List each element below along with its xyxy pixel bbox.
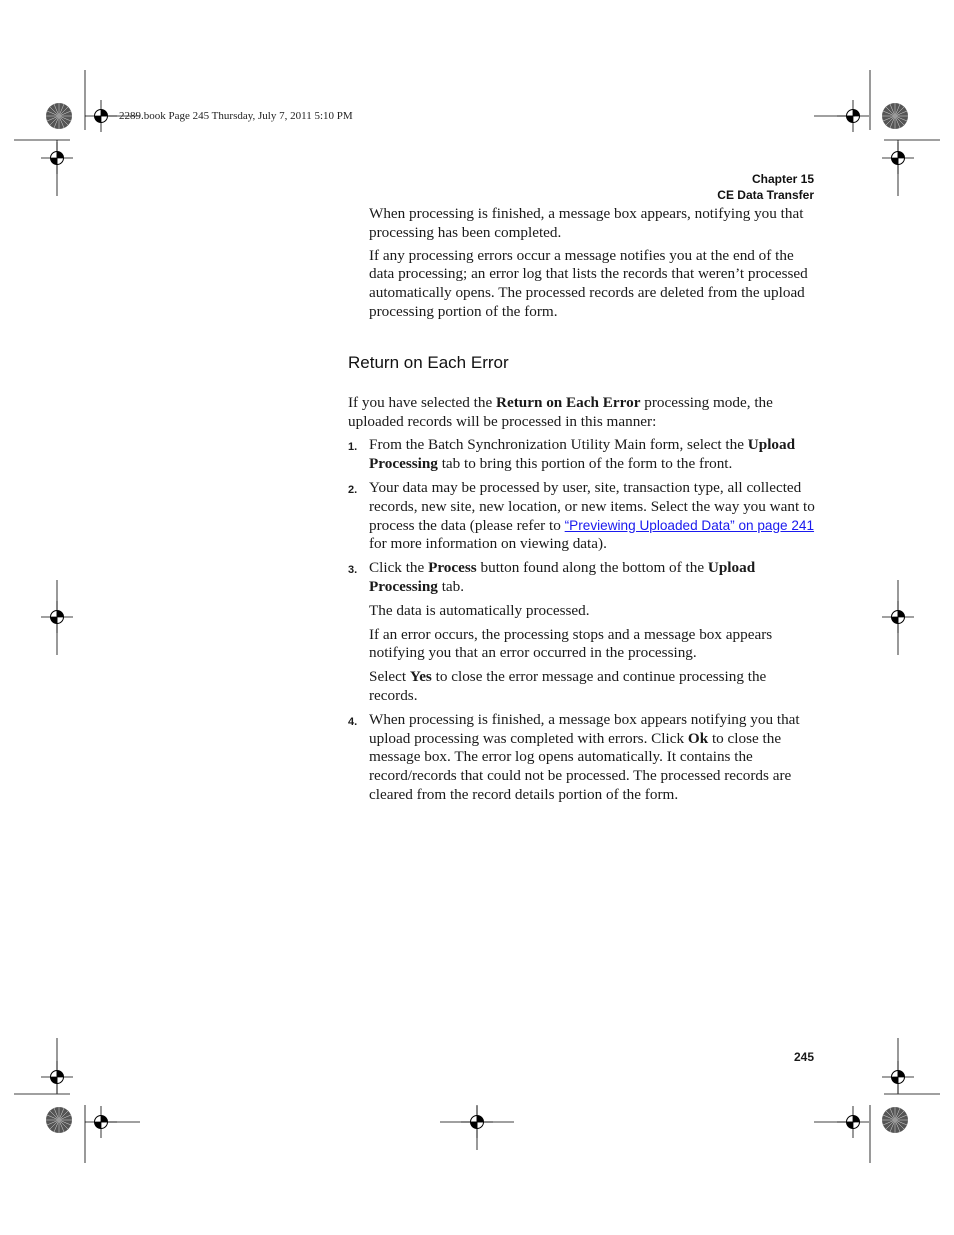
list-item: 3. Click the Process button found along the bottom of the Upload Processing tab. The data is automatically processed. If an error occurs, the processing stops and a message box appears notifying you that an error occurred in the processing. Select Yes to close the error message and continue processing the records. xyxy=(348,559,818,706)
section-heading: Return on Each Error xyxy=(348,352,509,372)
list-item: 1. From the Batch Synchronization Utility Main form, select the Upload Processing tab to bring this portion of the form to the front. xyxy=(348,436,796,473)
page-number: 245 xyxy=(793,1050,814,1064)
step-list xyxy=(348,436,818,804)
print-slug: 2289.book Page 245 Thursday, July 7, 2011 5:10 PM xyxy=(119,110,353,122)
chapter-number: Chapter 15 xyxy=(751,172,814,186)
step-note: If an error occurs, the processing stops and a message box appears notifying you that an error occurred in the processing. xyxy=(369,625,773,662)
list-item: 4. When processing is finished, a message box appears notifying you that upload processing was completed with errors. Click Ok to close the message box. The error log opens automatically. It contains the record/records that could not be processed. The processed records are cleared from the record details portion of the form. xyxy=(348,710,800,803)
step-note: The data is automatically processed. xyxy=(369,601,590,619)
body-text xyxy=(348,205,818,805)
list-item: 2. Your data may be processed by user, site, transaction type, all collected records, new site, new location, or new items. Select the way you want to process the data (please refer to “Previewing Uploaded Data” on page 241 for more information on viewing data). xyxy=(348,478,815,553)
step-number: 3. xyxy=(348,564,358,577)
section-intro: If you have selected the Return on Each Error processing mode, the uploaded records will be processed in this manner: xyxy=(348,393,773,430)
step-number: 4. xyxy=(348,715,358,728)
chapter-title: CE Data Transfer xyxy=(717,188,814,202)
step-number: 2. xyxy=(348,483,358,496)
step-note: Select Yes to close the error message and continue processing the records. xyxy=(369,668,767,704)
paragraph: When processing is finished, a message box appears, notifying you that processing has been completed. xyxy=(369,205,804,241)
cross-reference-link[interactable]: “Previewing Uploaded Data” on page 241 xyxy=(564,517,815,533)
step-number: 1. xyxy=(348,441,358,454)
running-head xyxy=(717,171,814,203)
paragraph: If any processing errors occur a message notifies you at the end of the data processing; an error log that lists the records that weren’t processed automatically opens. The processed records are deleted from the upload processing portion of the form. xyxy=(369,246,808,320)
